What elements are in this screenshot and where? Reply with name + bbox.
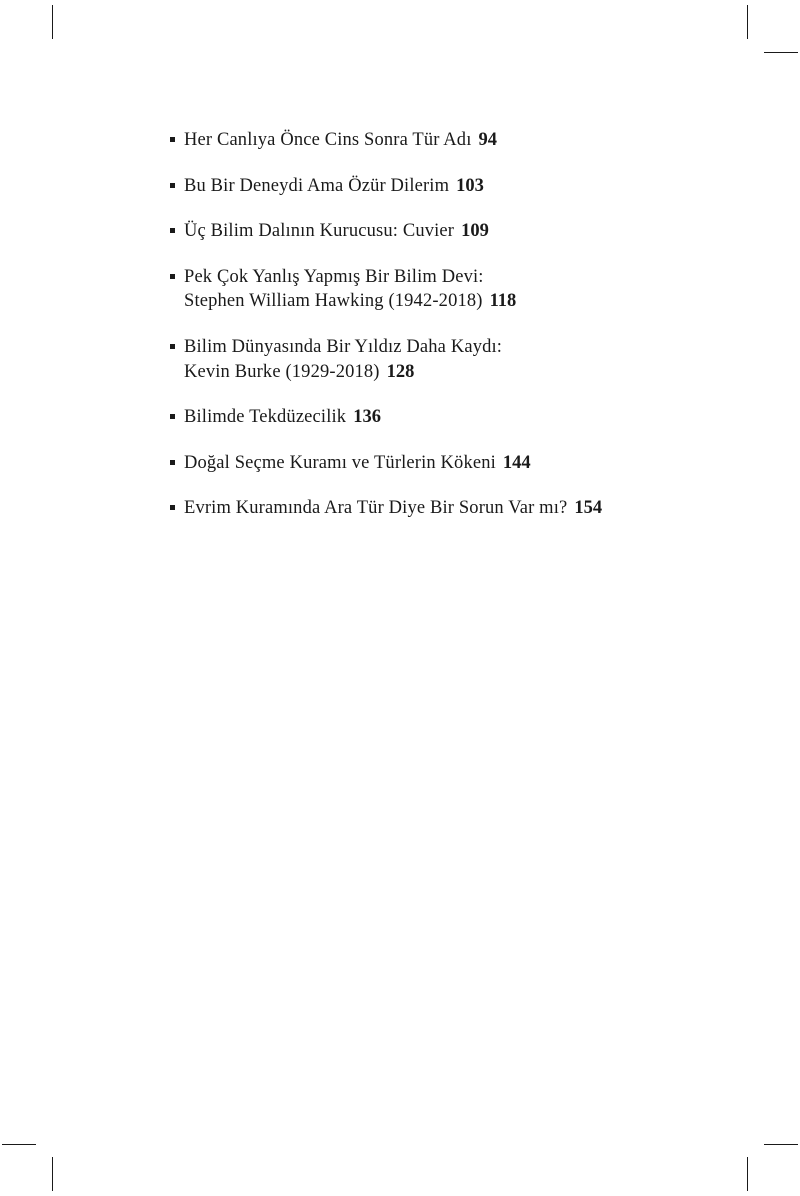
toc-entry-line [184, 405, 690, 430]
toc-entry-page-number: 144 [502, 452, 531, 473]
crop-mark-right-lower [764, 1144, 798, 1145]
toc-entry-title: Doğal Seçme Kuramı ve Türlerin Kökeni [184, 452, 496, 473]
toc-list [170, 128, 690, 521]
toc-entry-title: Üç Bilim Dalının Kurucusu: Cuvier [184, 221, 455, 242]
toc-entry-line [184, 265, 690, 290]
crop-mark-top-right [747, 5, 748, 39]
list-item[interactable] [170, 405, 690, 430]
toc-entry-text [184, 265, 690, 314]
square-bullet-icon [170, 496, 184, 510]
list-item[interactable] [170, 451, 690, 476]
toc-entry-line [184, 219, 690, 244]
toc-entry-line [184, 360, 690, 385]
toc-entry-line [184, 174, 690, 199]
crop-mark-right-upper [764, 52, 798, 53]
toc-entry-text [184, 219, 690, 244]
list-item[interactable] [170, 174, 690, 199]
toc-entry-page-number: 94 [478, 130, 498, 150]
toc-entry-text [184, 174, 690, 199]
toc-entry-text [184, 128, 690, 153]
crop-mark-bottom-left [52, 1157, 53, 1191]
toc-entry-title: Bilimde Tekdüzecilik [184, 407, 347, 428]
crop-mark-left-lower [2, 1144, 36, 1145]
square-bullet-icon [170, 128, 184, 142]
toc-entry-text [184, 496, 690, 521]
toc-entry-page-number: 118 [489, 291, 517, 312]
toc-entry-text [184, 405, 690, 430]
crop-mark-top-left [52, 5, 53, 39]
toc-entry-page-number: 136 [353, 407, 381, 428]
list-item[interactable] [170, 219, 690, 244]
toc-entry-line [184, 335, 690, 360]
square-bullet-icon [170, 335, 184, 349]
toc-entry-text [184, 335, 690, 384]
list-item[interactable] [170, 128, 690, 153]
table-of-contents [170, 128, 690, 542]
toc-entry-page-number: 109 [461, 221, 489, 242]
crop-mark-bottom-right [747, 1157, 748, 1191]
toc-entry-title: Bu Bir Deneydi Ama Özür Dilerim [184, 175, 450, 196]
list-item[interactable] [170, 496, 690, 521]
list-item[interactable] [170, 265, 690, 314]
toc-entry-text [184, 451, 690, 476]
square-bullet-icon [170, 174, 184, 188]
toc-entry-title: Pek Çok Yanlış Yapmış Bir Bilim Devi: [184, 266, 484, 287]
toc-entry-line [184, 451, 690, 476]
toc-entry-page-number: 103 [456, 175, 484, 196]
square-bullet-icon [170, 451, 184, 465]
toc-entry-page-number: 154 [574, 498, 603, 519]
toc-entry-page-number: 128 [386, 361, 415, 382]
square-bullet-icon [170, 265, 184, 279]
toc-entry-subtitle: Stephen William Hawking (1942-2018) [184, 291, 483, 312]
toc-entry-line [184, 496, 690, 521]
toc-entry-title: Evrim Kuramında Ara Tür Diye Bir Sorun Var mı? [184, 498, 568, 519]
toc-entry-title: Bilim Dünyasında Bir Yıldız Daha Kaydı: [184, 336, 503, 357]
toc-entry-subtitle: Kevin Burke (1929-2018) [184, 361, 380, 382]
list-item[interactable] [170, 335, 690, 384]
square-bullet-icon [170, 405, 184, 419]
toc-entry-line [184, 128, 690, 153]
toc-entry-line [184, 289, 690, 314]
toc-entry-title: Her Canlıya Önce Cins Sonra Tür Adı [184, 130, 472, 150]
square-bullet-icon [170, 219, 184, 233]
